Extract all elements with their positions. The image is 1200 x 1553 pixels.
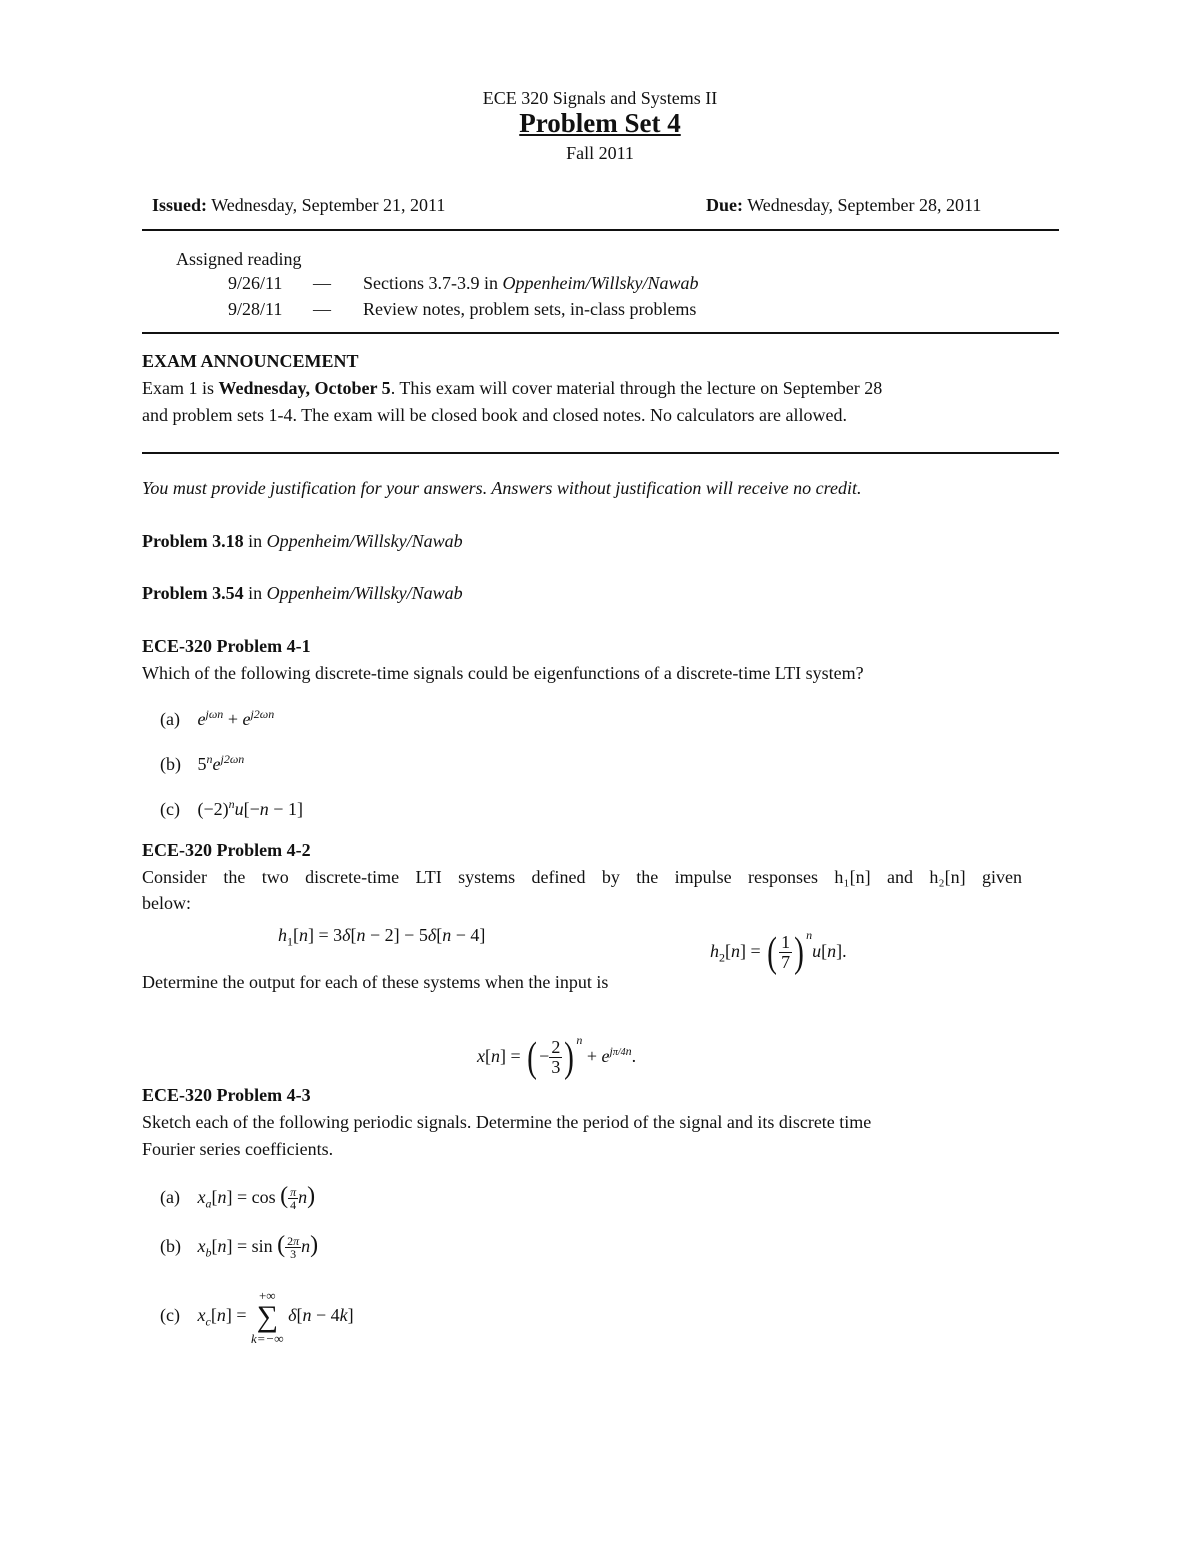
book-problem-book: Oppenheim/Willsky/Nawab <box>266 583 463 603</box>
divider <box>142 452 1059 454</box>
problem-4-2-title: ECE-320 Problem 4-2 <box>142 840 311 860</box>
reading-row <box>228 273 698 294</box>
issued-date: Wednesday, September 21, 2011 <box>211 195 446 215</box>
divider <box>142 332 1059 334</box>
equation-h1: $h_1[n] = 3\delta[n - 2] - 5\delta[n - 4]$ <box>278 925 486 949</box>
problem-4-1-item-b <box>160 752 244 775</box>
problem-4-1-item-c <box>160 797 303 820</box>
item-label: (c) <box>160 799 180 819</box>
item-label: (b) <box>160 754 181 774</box>
problem-4-3-line-1: Sketch each of the following periodic signals. Determine the period of the signal and its discrete time <box>142 1112 872 1132</box>
due-label: Due: <box>706 195 743 215</box>
exam-heading: EXAM ANNOUNCEMENT <box>142 351 359 371</box>
exam-line-2: and problem sets 1-4. The exam will be closed book and closed notes. No calculators are allowed. <box>142 405 847 425</box>
equation-x: x[n] = ( − $\frac{2}{3}$ ) $^n + e^{j\pi/4n}$. <box>477 1033 637 1081</box>
item-label: (b) <box>160 1236 181 1256</box>
equation: $x_b[n] = \sin$ ( $\frac{2\pi}{3}$ n) <box>197 1232 319 1262</box>
book-problem <box>142 583 463 604</box>
reading-text: Review notes, problem sets, in-class problems <box>363 299 697 319</box>
problem-4-3-title: ECE-320 Problem 4-3 <box>142 1085 311 1105</box>
equation: $x_a[n] = \cos$ ( $\frac{\pi}{4}$ n) <box>197 1183 316 1213</box>
divider <box>142 229 1059 231</box>
exam-text: . This exam will cover material through the lecture on September 28 <box>390 378 883 398</box>
equation: $x_c[n]$ = +∞ ∑ k=−∞ δ[n − 4k] <box>197 1287 354 1346</box>
page-title <box>0 108 1200 139</box>
due-line <box>706 195 981 216</box>
course-name: ECE 320 Signals and Systems II <box>482 88 718 108</box>
issued-line <box>152 195 445 216</box>
reading-dash: — <box>313 273 331 293</box>
problem-4-3-item-c <box>160 1280 354 1350</box>
problem-4-2-line-1: Consider the two discrete-time LTI systems defined by the impulse responses h₁[n] and h₂[n] given <box>142 867 1022 887</box>
reading-dash: — <box>313 299 331 319</box>
exam-date: Wednesday, October 5 <box>218 378 391 398</box>
item-label: (a) <box>160 1187 180 1207</box>
item-label: (c) <box>160 1305 180 1325</box>
problem-4-1-text: Which of the following discrete-time signals could be eigenfunctions of a discrete-time LTI system? <box>142 663 864 683</box>
item-label: (a) <box>160 709 180 729</box>
problem-4-1-item-a <box>160 707 274 730</box>
book-problem-label: Problem 3.18 <box>142 531 244 551</box>
justification-note: You must provide justification for your answers. Answers without justification will receive no credit. <box>142 478 862 498</box>
exam-line-1 <box>142 378 882 399</box>
equation: $5^ne^{j2\omega n}$ <box>197 752 245 774</box>
term: Fall 2011 <box>566 143 634 163</box>
book-problem <box>142 531 463 552</box>
issued-label: Issued: <box>152 195 208 215</box>
problem-4-2-text: Determine the output for each of these systems when the input is <box>142 972 609 992</box>
problem-4-1-title: ECE-320 Problem 4-1 <box>142 636 311 656</box>
reading-date: 9/28/11 <box>228 299 283 319</box>
reading-row <box>228 299 696 320</box>
book-problem-book: Oppenheim/Willsky/Nawab <box>266 531 463 551</box>
reading-text: Sections 3.7-3.9 in <box>363 273 503 293</box>
book-problem-mid: in <box>243 531 267 551</box>
exam-pre: Exam 1 is <box>142 378 219 398</box>
reading-book: Oppenheim/Willsky/Nawab <box>502 273 699 293</box>
book-problem-mid: in <box>243 583 267 603</box>
equation: $e^{j\omega n} + e^{j2\omega n}$ <box>197 707 275 729</box>
reading-heading: Assigned reading <box>176 249 302 269</box>
problem-4-2-line-2: below: <box>142 893 191 913</box>
problem-4-3-line-2: Fourier series coefficients. <box>142 1139 334 1159</box>
due-date: Wednesday, September 28, 2011 <box>747 195 982 215</box>
problem-4-3-item-b <box>160 1227 318 1263</box>
book-problem-label: Problem 3.54 <box>142 583 244 603</box>
equation-h2: $h_2[n]$ = ( $\frac{1}{7}$ ) $^n$u[n]. <box>710 928 847 976</box>
title-text: Problem Set 4 <box>519 108 681 138</box>
reading-date: 9/26/11 <box>228 273 283 293</box>
problem-4-3-item-a <box>160 1178 315 1214</box>
equation: $(-2)^nu[-n - 1]$ <box>197 797 303 819</box>
